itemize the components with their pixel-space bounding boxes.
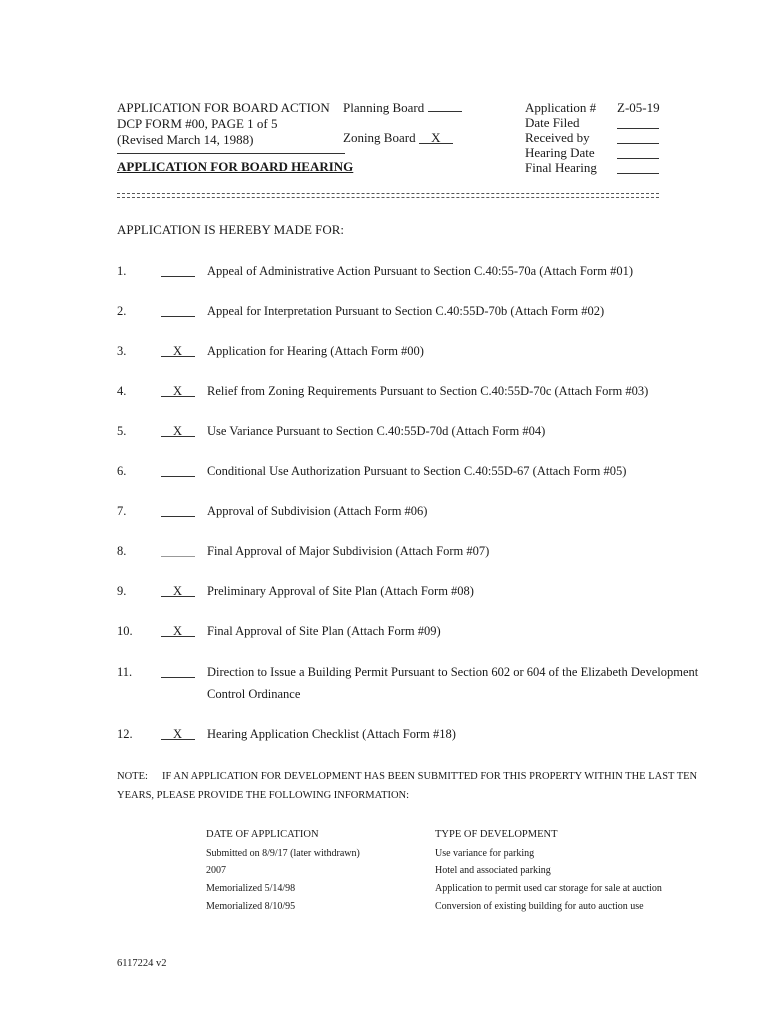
history-type-cell: Hotel and associated parking (435, 865, 551, 876)
item-description-continued: Control Ordinance (207, 687, 301, 701)
item-description: Direction to Issue a Building Permit Pursuant to Section 602 or 604 of the Elizabeth Development (207, 665, 699, 679)
hearing-date-blank[interactable] (617, 158, 659, 159)
history-type-cell: Conversion of existing building for auto auction use (435, 901, 644, 912)
item-description: Approval of Subdivision (Attach Form #06) (207, 504, 428, 518)
planning-board-mark[interactable] (428, 100, 462, 112)
history-date-cell: Memorialized 5/14/98 (206, 883, 296, 894)
item-description: Appeal of Administrative Action Pursuant to Section C.40:55-70a (Attach Form #01) (207, 264, 633, 278)
final-hearing-label: Final Hearing (525, 160, 597, 175)
separator-rule-top (117, 193, 659, 194)
planning-board-field (343, 100, 462, 116)
history-date-cell: Memorialized 8/10/95 (206, 901, 296, 912)
history-type-cell: Application to permit used car storage for sale at auction (435, 883, 662, 894)
item-description: Hearing Application Checklist (Attach Form #18) (207, 727, 456, 741)
zoning-board-mark[interactable]: X (419, 132, 453, 144)
form-heading-line-1: APPLICATION FOR BOARD ACTION (117, 100, 330, 115)
application-number-label: Application # (525, 100, 597, 115)
item-description: Application for Hearing (Attach Form #00) (207, 344, 424, 358)
note-line-2: YEARS, PLEASE PROVIDE THE FOLLOWING INFORMATION: (117, 790, 410, 801)
note-label: NOTE: (117, 771, 148, 782)
item-number: 12. (117, 727, 133, 741)
received-by-blank[interactable] (617, 143, 659, 144)
item-number: 2. (117, 304, 127, 318)
item-number: 9. (117, 584, 127, 598)
zoning-board-field (343, 130, 453, 146)
note-line-1: IF AN APPLICATION FOR DEVELOPMENT HAS BEEN SUBMITTED FOR THIS PROPERTY WITHIN THE LAST TEN (162, 771, 698, 782)
item-number: 6. (117, 464, 127, 478)
history-date-cell: Submitted on 8/9/17 (later withdrawn) (206, 848, 360, 859)
history-date-cell: 2007 (206, 865, 226, 876)
revision-date-line: (Revised March 14, 1988) (117, 132, 254, 147)
item-description: Appeal for Interpretation Pursuant to Section C.40:55D-70b (Attach Form #02) (207, 304, 605, 318)
item-number: 8. (117, 544, 127, 558)
form-number-line: DCP FORM #00, PAGE 1 of 5 (117, 116, 278, 131)
form-title: APPLICATION FOR BOARD HEARING (117, 159, 354, 174)
date-of-application-header: DATE OF APPLICATION (206, 829, 319, 840)
planning-board-label: Planning Board (343, 100, 425, 115)
received-by-label: Received by (525, 130, 590, 145)
item-number: 11. (117, 665, 133, 679)
separator-rule-bottom (117, 197, 659, 198)
document-code: 6117224 v2 (117, 958, 167, 969)
history-type-cell: Use variance for parking (435, 848, 535, 859)
item-description: Conditional Use Authorization Pursuant to Section C.40:55D-67 (Attach Form #05) (207, 464, 627, 478)
final-hearing-blank[interactable] (617, 173, 659, 174)
type-of-development-header: TYPE OF DEVELOPMENT (435, 829, 558, 840)
item-number: 3. (117, 344, 127, 358)
hearing-date-label: Hearing Date (525, 145, 595, 160)
date-filed-blank[interactable] (617, 128, 659, 129)
date-filed-label: Date Filed (525, 115, 580, 130)
application-number-value: Z-05-19 (617, 100, 660, 115)
item-number: 4. (117, 384, 127, 398)
item-description: Final Approval of Major Subdivision (Attach Form #07) (207, 544, 490, 558)
title-rule (117, 153, 345, 154)
item-number: 5. (117, 424, 127, 438)
item-number: 1. (117, 264, 127, 278)
item-number: 7. (117, 504, 127, 518)
item-description: Final Approval of Site Plan (Attach Form #09) (207, 624, 441, 638)
intro-heading: APPLICATION IS HEREBY MADE FOR: (117, 222, 345, 237)
item-description: Preliminary Approval of Site Plan (Attach Form #08) (207, 584, 474, 598)
zoning-board-label: Zoning Board (343, 130, 416, 145)
item-description: Relief from Zoning Requirements Pursuant to Section C.40:55D-70c (Attach Form #03) (207, 384, 649, 398)
item-description: Use Variance Pursuant to Section C.40:55D-70d (Attach Form #04) (207, 424, 546, 438)
item-number: 10. (117, 624, 133, 638)
